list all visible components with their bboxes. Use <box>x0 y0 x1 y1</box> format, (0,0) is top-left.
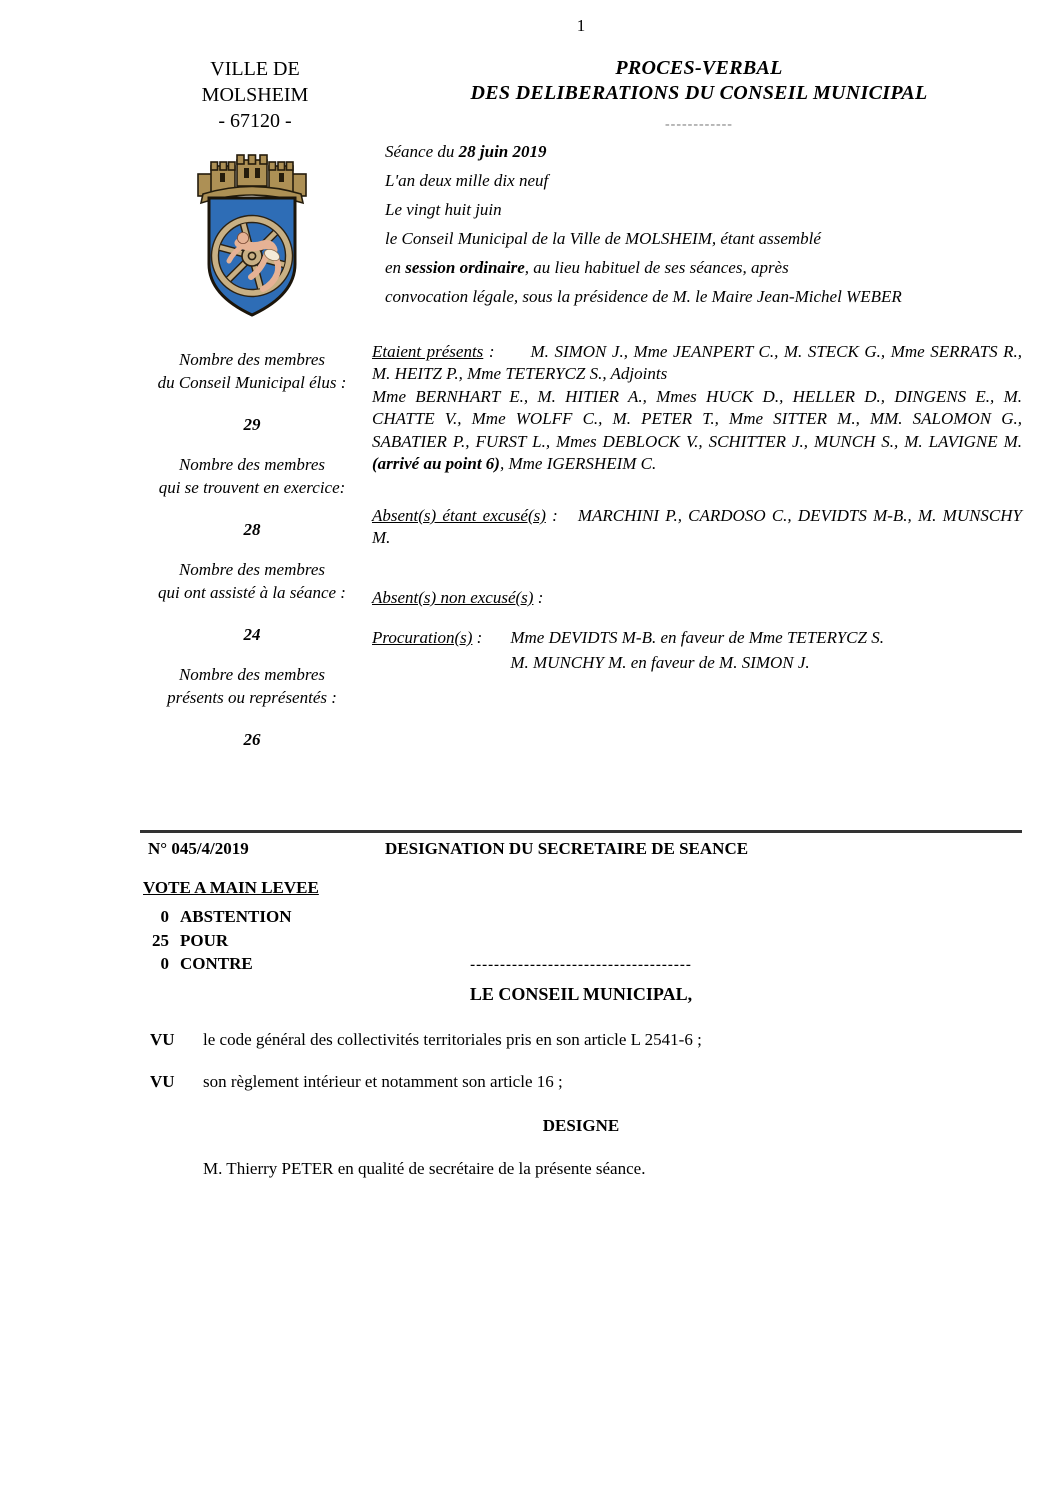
proxies-block <box>372 625 1022 675</box>
count-group-in-office <box>140 453 364 541</box>
session-type-prefix: en <box>385 258 406 277</box>
abstention-count: 0 <box>160 907 169 926</box>
clause-vu-1 <box>150 1030 1020 1050</box>
contre-count: 0 <box>160 954 169 973</box>
absent-excused-label: Absent(s) étant excusé(s) <box>372 506 546 525</box>
count-group-elected <box>140 348 364 436</box>
count-group-represented <box>140 663 364 751</box>
count-label-line2: présents ou représentés : <box>167 688 337 707</box>
session-type: session ordinaire <box>405 258 525 277</box>
absent-not-excused-paragraph <box>372 587 1022 609</box>
session-line-year: L'an deux mille dix neuf <box>385 171 549 190</box>
present-members-paragraph <box>372 341 1022 475</box>
count-value-represented: 26 <box>243 730 261 749</box>
pour-label: POUR <box>180 930 229 950</box>
proxy-line2: M. MUNCHY M. en faveur de M. SIMON J. <box>510 653 810 672</box>
clause-text: son règlement intérieur et notamment son article 16 ; <box>203 1072 563 1091</box>
present-names-line2: Mme BERNHART E., M. HITIER A., Mmes HUCK D., HELLER D., DINGENS E., M. CHATTE V., Mme WOLFF C., M. PETER T., Mme SITTER M., MM. SALOMON G., SABATIER P., FURST L., Mmes DEBLOCK V., SCHITTER J., MUNCH S., M. LAVIGNE M. <box>372 386 1022 451</box>
count-value-elected: 29 <box>243 415 261 434</box>
title-separator-dashes: ------------ <box>665 117 733 132</box>
absent-not-excused-label: Absent(s) non excusé(s) <box>372 588 534 607</box>
clause-text: le code général des collectivités territoriales pris en son article L 2541-6 ; <box>203 1030 702 1049</box>
absent-excused-paragraph <box>372 505 1022 550</box>
count-label-line1: Nombre des membres <box>178 560 326 579</box>
session-date-line <box>385 142 1025 162</box>
deliberation-title: DESIGNATION DU SECRETAIRE DE SEANCE <box>385 839 749 858</box>
session-info <box>385 142 1025 316</box>
separator-dashes: ------------------------------------- <box>470 957 692 973</box>
city-block <box>145 56 365 134</box>
count-value-attended: 24 <box>243 625 261 644</box>
session-date-prefix: Séance du <box>385 142 459 161</box>
title-line2: DES DELIBERATIONS DU CONSEIL MUNICIPAL <box>470 82 928 104</box>
session-line-day: Le vingt huit juin <box>385 200 502 219</box>
vote-heading: VOTE A MAIN LEVEE <box>143 878 319 897</box>
present-names-line2-end: , Mme IGERSHEIM C. <box>499 454 657 474</box>
clause-keyword: VU <box>150 1072 175 1091</box>
molsheim-coat-of-arms-icon <box>193 152 311 320</box>
deliberation-heading <box>148 839 748 859</box>
vote-row-pour <box>143 929 319 953</box>
clause-keyword: VU <box>150 1030 175 1049</box>
count-label-line2: du Conseil Municipal élus : <box>157 373 347 392</box>
session-line-type <box>385 258 1025 278</box>
session-line-council: le Conseil Municipal de la Ville de MOLSHEIM, étant assemblé <box>385 229 821 248</box>
council-heading: LE CONSEIL MUNICIPAL, <box>469 984 693 1004</box>
clause-vu-2 <box>150 1072 1020 1092</box>
city-postcode: - 67120 - <box>218 110 292 132</box>
session-type-suffix: , au lieu habituel de ses séances, après <box>524 258 789 277</box>
present-names-line1: M. SIMON J., Mme JEANPERT C., M. STECK G., Mme SERRATS R., M. HEITZ P., Mme TETERYCZ S., Adjoints <box>372 342 1022 384</box>
session-line-convocation: convocation légale, sous la présidence de M. le Maire Jean-Michel WEBER <box>385 287 902 306</box>
figure-head-shape <box>237 232 248 243</box>
session-date: 28 juin 2019 <box>458 142 547 161</box>
pour-count: 25 <box>152 930 169 950</box>
count-group-attended <box>140 558 364 646</box>
secretary-designation-text: M. Thierry PETER en qualité de secrétaire de la présente séance. <box>203 1159 646 1178</box>
member-counts <box>140 348 364 768</box>
abstention-label: ABSTENTION <box>180 907 292 926</box>
deliberation-number: N° 045/4/2019 <box>148 839 249 858</box>
arrival-note: (arrivé au point 6) <box>372 454 500 474</box>
count-label-line1: Nombre des membres <box>178 665 326 684</box>
city-name-line2: MOLSHEIM <box>201 84 309 106</box>
proxy-lines <box>510 625 884 675</box>
designe-heading: DESIGNE <box>542 1116 620 1135</box>
count-label-line2: qui se trouvent en exercice: <box>158 478 346 497</box>
present-label: Etaient présents <box>372 342 484 361</box>
city-name-line1: VILLE DE <box>210 58 300 80</box>
vote-row-abstention <box>143 905 319 929</box>
coat-of-arms-graphic <box>193 152 311 320</box>
section-divider <box>140 830 1022 833</box>
count-label-line2: qui ont assisté à la séance : <box>158 583 346 602</box>
count-label-line1: Nombre des membres <box>178 455 326 474</box>
absent-excused-names: MARCHINI P., CARDOSO C., DEVIDTS M-B., M. MUNSCHY M. <box>372 506 1022 548</box>
proxy-colon: : <box>472 628 483 647</box>
absent-not-excused-colon: : <box>533 588 544 607</box>
page-number: 1 <box>576 16 586 35</box>
count-label-line1: Nombre des membres <box>178 350 326 369</box>
count-value-in-office: 28 <box>243 520 261 539</box>
proxy-label: Procuration(s) <box>372 628 473 647</box>
proxy-label-wrap <box>372 625 482 675</box>
present-colon: : <box>483 342 495 361</box>
absent-excused-colon: : <box>545 506 558 525</box>
title-line1: PROCES-VERBAL <box>615 57 783 79</box>
mural-crown-shape <box>198 155 306 203</box>
document-title <box>375 56 1023 133</box>
contre-label: CONTRE <box>180 954 253 973</box>
proxy-line1: Mme DEVIDTS M-B. en faveur de Mme TETERYCZ S. <box>510 628 884 647</box>
